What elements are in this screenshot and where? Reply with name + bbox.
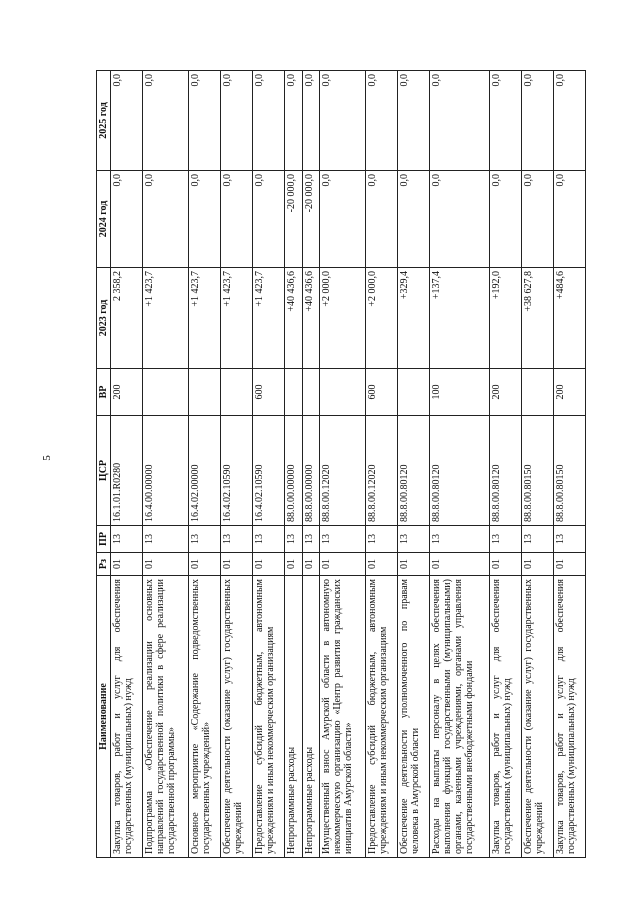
cell-2024: 0,0 bbox=[430, 171, 490, 268]
table-row bbox=[490, 71, 522, 858]
cell-2024: 0,0 bbox=[522, 171, 554, 268]
header-pr: ПР bbox=[97, 526, 111, 553]
cell-2025: 0,0 bbox=[142, 71, 188, 171]
cell-rz: 01 bbox=[522, 553, 554, 576]
cell-name: Закупка товаров, работ и услуг для обеспечения государственных (муниципальных) нужд bbox=[111, 576, 143, 858]
header-2024: 2024 год bbox=[97, 171, 111, 268]
table-row bbox=[398, 71, 430, 858]
cell-2023: +192,0 bbox=[490, 268, 522, 369]
cell-pr: 13 bbox=[554, 526, 586, 553]
cell-name: Основное мероприятие «Содержание подведомственных государственных учреждений» bbox=[188, 576, 220, 858]
cell-pr: 13 bbox=[366, 526, 398, 553]
header-name: Наименование bbox=[97, 576, 111, 858]
cell-csr: 16.4.00.00000 bbox=[142, 416, 188, 526]
cell-pr: 13 bbox=[220, 526, 252, 553]
cell-2023: +1 423,7 bbox=[188, 268, 220, 369]
cell-pr: 13 bbox=[490, 526, 522, 553]
table-row bbox=[430, 71, 490, 858]
cell-csr: 16.4.02.00000 bbox=[188, 416, 220, 526]
cell-pr: 13 bbox=[320, 526, 366, 553]
cell-2024: 0,0 bbox=[320, 171, 366, 268]
cell-2025: 0,0 bbox=[302, 71, 320, 171]
cell-2024: 0,0 bbox=[366, 171, 398, 268]
cell-rz: 01 bbox=[366, 553, 398, 576]
cell-2025: 0,0 bbox=[252, 71, 284, 171]
cell-pr: 13 bbox=[302, 526, 320, 553]
cell-2024: -20 000,0 bbox=[284, 171, 302, 268]
cell-vr bbox=[302, 369, 320, 416]
cell-csr: 88.8.00.00000 bbox=[302, 416, 320, 526]
cell-2024: -20 000,0 bbox=[302, 171, 320, 268]
cell-vr: 200 bbox=[111, 369, 143, 416]
cell-name: Непрограммные расходы bbox=[284, 576, 302, 858]
header-2023: 2023 год bbox=[97, 268, 111, 369]
table-header-row bbox=[97, 71, 111, 858]
cell-2025: 0,0 bbox=[554, 71, 586, 171]
cell-vr bbox=[220, 369, 252, 416]
cell-csr: 88.8.00.80120 bbox=[430, 416, 490, 526]
cell-rz: 01 bbox=[320, 553, 366, 576]
cell-vr bbox=[398, 369, 430, 416]
cell-2025: 0,0 bbox=[366, 71, 398, 171]
cell-vr bbox=[142, 369, 188, 416]
cell-2024: 0,0 bbox=[188, 171, 220, 268]
table-row bbox=[188, 71, 220, 858]
cell-csr: 16.4.02.10590 bbox=[220, 416, 252, 526]
cell-2023: +1 423,7 bbox=[220, 268, 252, 369]
cell-csr: 16.4.02.10590 bbox=[252, 416, 284, 526]
cell-name: Закупка товаров, работ и услуг для обеспечения государственных (муниципальных) нужд bbox=[554, 576, 586, 858]
cell-rz: 01 bbox=[252, 553, 284, 576]
cell-rz: 01 bbox=[284, 553, 302, 576]
table-row bbox=[554, 71, 586, 858]
cell-vr: 100 bbox=[430, 369, 490, 416]
cell-2024: 0,0 bbox=[142, 171, 188, 268]
table-row bbox=[252, 71, 284, 858]
cell-rz: 01 bbox=[398, 553, 430, 576]
cell-name: Непрограммные расходы bbox=[302, 576, 320, 858]
cell-vr bbox=[188, 369, 220, 416]
cell-2023: +38 627,8 bbox=[522, 268, 554, 369]
cell-2025: 0,0 bbox=[220, 71, 252, 171]
header-vr: ВР bbox=[97, 369, 111, 416]
cell-name: Расходы на выплаты персоналу в целях обеспечения выполнения функций государственными (муниципальными) органами, казенными учреждениями, органами управления государственными внебюджетными фондами bbox=[430, 576, 490, 858]
table-row bbox=[220, 71, 252, 858]
cell-rz: 01 bbox=[430, 553, 490, 576]
cell-vr: 600 bbox=[366, 369, 398, 416]
cell-2025: 0,0 bbox=[284, 71, 302, 171]
header-rz: Рз bbox=[97, 553, 111, 576]
table-row bbox=[111, 71, 143, 858]
cell-2023: +329,4 bbox=[398, 268, 430, 369]
cell-csr: 88.8.00.80120 bbox=[490, 416, 522, 526]
cell-csr: 88.8.00.12020 bbox=[320, 416, 366, 526]
table-row bbox=[366, 71, 398, 858]
cell-csr: 88.8.00.80150 bbox=[522, 416, 554, 526]
cell-csr: 88.8.00.80150 bbox=[554, 416, 586, 526]
cell-vr bbox=[320, 369, 366, 416]
budget-table bbox=[96, 70, 586, 858]
cell-2025: 0,0 bbox=[188, 71, 220, 171]
cell-vr: 200 bbox=[554, 369, 586, 416]
cell-name: Предоставление субсидий бюджетным, автономным учреждениям и иным некоммерческим организациям bbox=[366, 576, 398, 858]
cell-2024: 0,0 bbox=[252, 171, 284, 268]
cell-rz: 01 bbox=[111, 553, 143, 576]
cell-rz: 01 bbox=[302, 553, 320, 576]
cell-name: Обеспечение деятельности (оказание услуг) государственных учреждений bbox=[220, 576, 252, 858]
cell-pr: 13 bbox=[284, 526, 302, 553]
cell-2023: +137,4 bbox=[430, 268, 490, 369]
cell-2023: +484,6 bbox=[554, 268, 586, 369]
cell-2025: 0,0 bbox=[430, 71, 490, 171]
cell-csr: 88.8.00.80120 bbox=[398, 416, 430, 526]
budget-table-sheet bbox=[96, 71, 586, 858]
cell-2023: +40 436,6 bbox=[302, 268, 320, 369]
cell-2023: +1 423,7 bbox=[252, 268, 284, 369]
cell-pr: 13 bbox=[522, 526, 554, 553]
header-csr: ЦСР bbox=[97, 416, 111, 526]
cell-vr: 600 bbox=[252, 369, 284, 416]
cell-pr: 13 bbox=[398, 526, 430, 553]
cell-2023: 2 358,2 bbox=[111, 268, 143, 369]
cell-2025: 0,0 bbox=[398, 71, 430, 171]
page-number: 5 bbox=[41, 455, 53, 461]
cell-rz: 01 bbox=[554, 553, 586, 576]
cell-rz: 01 bbox=[490, 553, 522, 576]
table-row bbox=[522, 71, 554, 858]
cell-pr: 13 bbox=[188, 526, 220, 553]
cell-csr: 88.8.00.12020 bbox=[366, 416, 398, 526]
cell-2025: 0,0 bbox=[490, 71, 522, 171]
header-2025: 2025 год bbox=[97, 71, 111, 171]
cell-name: Обеспечение деятельности (оказание услуг) государственных учреждений bbox=[522, 576, 554, 858]
table-row bbox=[284, 71, 302, 858]
cell-pr: 13 bbox=[111, 526, 143, 553]
cell-name: Подпрограмма «Обеспечение реализации основных направлений государственной политики в сфере реализации государственной программы» bbox=[142, 576, 188, 858]
cell-2023: +1 423,7 bbox=[142, 268, 188, 369]
cell-rz: 01 bbox=[188, 553, 220, 576]
table-row bbox=[142, 71, 188, 858]
cell-csr: 16.1.01.R0280 bbox=[111, 416, 143, 526]
table-row bbox=[320, 71, 366, 858]
cell-2025: 0,0 bbox=[522, 71, 554, 171]
cell-name: Обеспечение деятельности уполномоченного по правам человека в Амурской области bbox=[398, 576, 430, 858]
cell-2023: +40 436,6 bbox=[284, 268, 302, 369]
cell-csr: 88.0.00.00000 bbox=[284, 416, 302, 526]
cell-name: Предоставление субсидий бюджетным, автономным учреждениям и иным некоммерческим организациям bbox=[252, 576, 284, 858]
table-row bbox=[302, 71, 320, 858]
cell-2025: 0,0 bbox=[111, 71, 143, 171]
cell-2024: 0,0 bbox=[490, 171, 522, 268]
cell-2023: +2 000,0 bbox=[320, 268, 366, 369]
cell-2024: 0,0 bbox=[111, 171, 143, 268]
cell-2024: 0,0 bbox=[220, 171, 252, 268]
cell-name: Имущественный взнос Амурской области в автономную некоммерческую организацию «Центр развития гражданских инициатив Амурской области» bbox=[320, 576, 366, 858]
cell-2024: 0,0 bbox=[398, 171, 430, 268]
cell-pr: 13 bbox=[142, 526, 188, 553]
cell-rz: 01 bbox=[142, 553, 188, 576]
cell-rz: 01 bbox=[220, 553, 252, 576]
cell-name: Закупка товаров, работ и услуг для обеспечения государственных (муниципальных) нужд bbox=[490, 576, 522, 858]
cell-2024: 0,0 bbox=[554, 171, 586, 268]
cell-pr: 13 bbox=[252, 526, 284, 553]
cell-2025: 0,0 bbox=[320, 71, 366, 171]
cell-vr bbox=[284, 369, 302, 416]
cell-vr bbox=[522, 369, 554, 416]
cell-2023: +2 000,0 bbox=[366, 268, 398, 369]
cell-pr: 13 bbox=[430, 526, 490, 553]
cell-vr: 200 bbox=[490, 369, 522, 416]
